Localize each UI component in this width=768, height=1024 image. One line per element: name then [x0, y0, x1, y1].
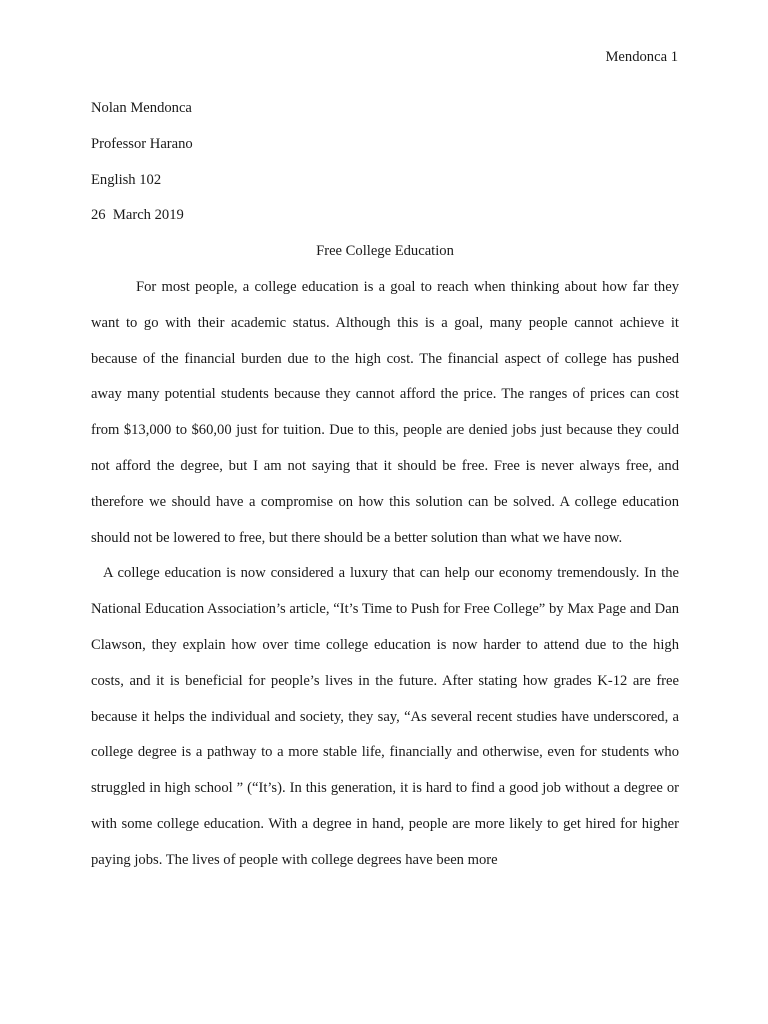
essay-date: 26 March 2019	[91, 207, 184, 224]
student-name: Nolan Mendonca	[91, 100, 192, 116]
paragraph-2: A college education is now considered a luxury that can help our economy tremendously. In the National Education Association’s article, “It’s Time to Push for Free College” by Max Page and Dan Clawson, they explain how over time college education is now harder to attend due to the high costs, and it is beneficial for people’s lives in the future. After stating how grades K-12 are free because it helps the individual and society, they say, “As several recent studies have underscored, a college degree is a pathway to a more stable life, financially and otherwise, even for students who struggled in high school ” (“It’s). In this generation, it is hard to find a good job without a degree or with some college education. With a degree in hand, people are more likely to get hired for higher paying jobs. The lives of people with college degrees have been more	[91, 565, 679, 868]
course-name: English 102	[91, 171, 162, 188]
paragraph-1: For most people, a college education is a goal to reach when thinking about how far they want to go with their academic status. Although this is a goal, many people cannot achieve it because of the financial burden due to the high cost. The financial aspect of college has pushed away many potential students because they cannot afford the price. The ranges of prices can cost from $13,000 to $60,00 just for tuition. Due to this, people are denied jobs just because they could not afford the degree, but I am not saying that it should be free. Free is never always free, and therefore we should have a compromise on how this solution can be solved. A college education should not be lowered to free, but there should be a better solution than what we have now.	[91, 278, 679, 546]
running-head: Mendonca 1	[605, 49, 678, 65]
essay-title: Free College Education	[316, 243, 454, 260]
essay-body	[91, 91, 679, 879]
professor-name: Professor Harano	[91, 135, 193, 152]
